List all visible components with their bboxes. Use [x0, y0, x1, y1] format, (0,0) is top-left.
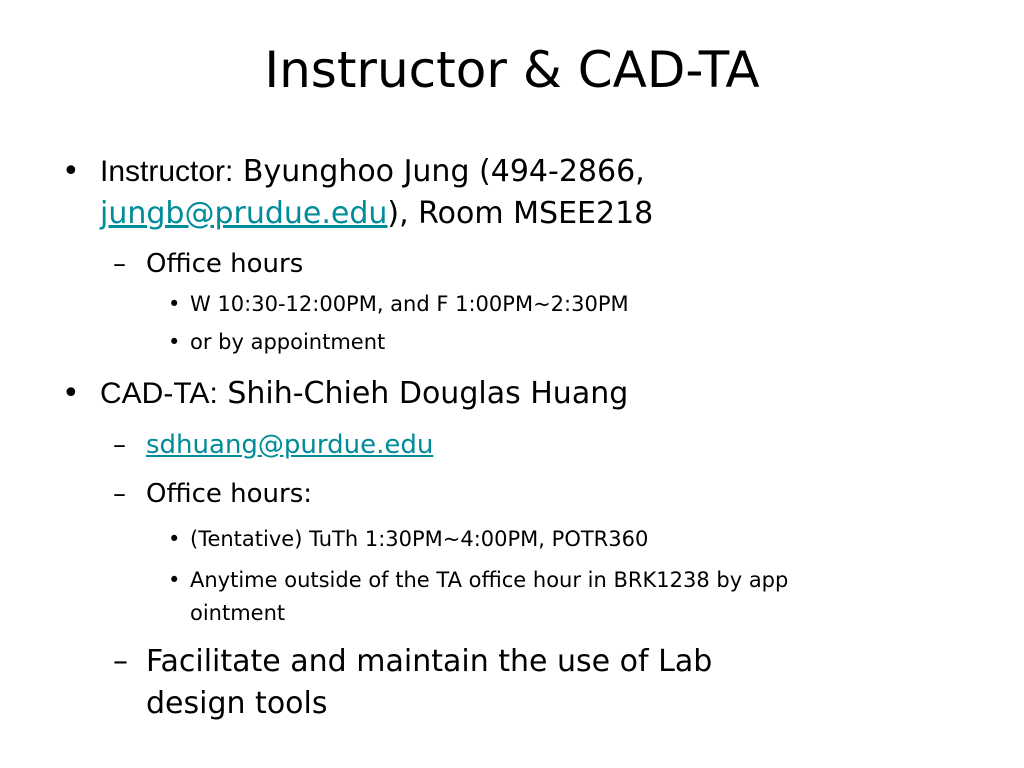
slide-title: Instructor & CAD-TA [264, 41, 760, 99]
sub-bullet-marker: • [168, 568, 181, 592]
cad-ta-office-hours-item-line-1: Anytime outside of the TA office hour in BRK1238 by app [190, 568, 789, 592]
instructor-office-hours-item: or by appointment [190, 330, 386, 354]
facilitate-line-2: design tools [146, 686, 328, 721]
dash-marker: – [113, 479, 126, 509]
instructor-line-2 [100, 195, 653, 233]
cad-ta-email-row [146, 428, 433, 462]
dash-marker: – [113, 430, 126, 460]
cad-ta-office-hours-item: (Tentative) TuTh 1:30PM~4:00PM, POTR360 [190, 527, 649, 551]
cad-ta-email-link[interactable]: sdhuang@purdue.edu [146, 430, 434, 460]
dash-marker: – [113, 249, 126, 279]
sub-bullet-marker: • [168, 330, 181, 354]
instructor-email-link[interactable]: jungb@prudue.edu [100, 196, 388, 231]
cad-ta-line [100, 375, 628, 413]
cad-ta-label: CAD-TA: [100, 377, 218, 410]
dash-marker: – [113, 644, 128, 679]
instructor-room: ), Room MSEE218 [387, 196, 654, 231]
instructor-office-hours-label: Office hours [146, 249, 304, 279]
facilitate-line-1: Facilitate and maintain the use of Lab [146, 644, 713, 679]
instructor-line-1 [100, 153, 645, 191]
bullet-marker: • [62, 154, 80, 189]
sub-bullet-marker: • [168, 527, 181, 551]
instructor-name-phone: Byunghoo Jung (494-2866, [233, 154, 645, 189]
instructor-label: Instructor: [100, 155, 234, 188]
cad-ta-office-hours-item-line-2: ointment [190, 601, 286, 625]
instructor-office-hours-item: W 10:30-12:00PM, and F 1:00PM~2:30PM [190, 292, 629, 316]
bullet-marker: • [62, 376, 80, 411]
cad-ta-name: Shih-Chieh Douglas Huang [217, 376, 629, 411]
cad-ta-office-hours-label: Office hours: [146, 479, 313, 509]
sub-bullet-marker: • [168, 292, 181, 316]
